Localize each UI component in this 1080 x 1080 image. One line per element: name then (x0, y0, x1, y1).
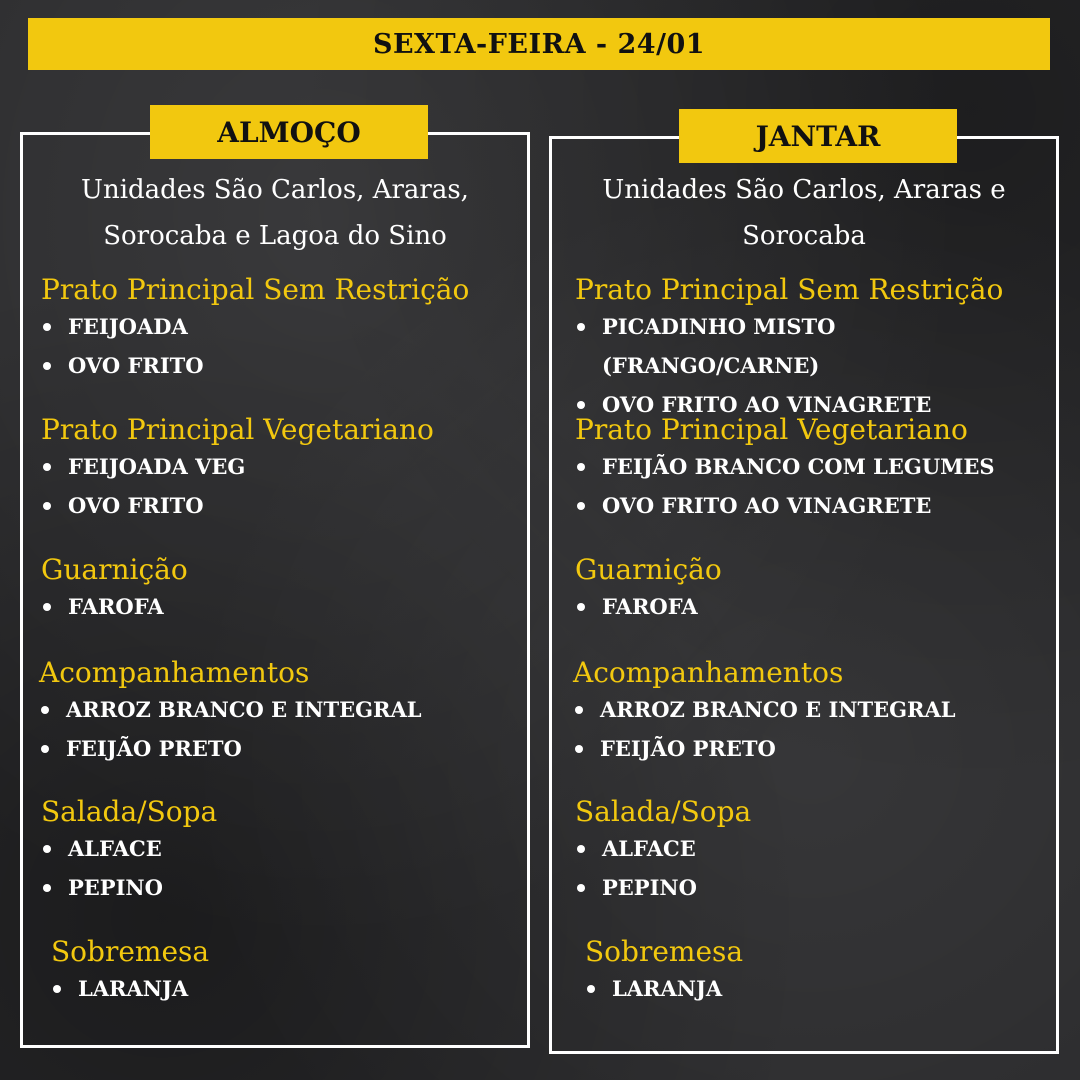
section-title: Guarnição (41, 553, 188, 586)
list-item: FEIJÃO PRETO (39, 729, 422, 768)
dinner-section-salad (575, 795, 751, 907)
list-item: OVO FRITO AO VINAGRETE (575, 385, 1003, 424)
date-banner (28, 18, 1050, 70)
section-title: Prato Principal Vegetariano (575, 413, 968, 446)
section-title: Salada/Sopa (41, 795, 218, 828)
lunch-tab-title: ALMOÇO (150, 105, 428, 159)
lunch-section-sides (39, 656, 422, 768)
list-item: OVO FRITO (41, 486, 434, 525)
date-title: SEXTA-FEIRA - 24/01 (372, 28, 706, 60)
list-item: FEIJOADA (41, 307, 469, 346)
section-title: Prato Principal Vegetariano (41, 413, 434, 446)
dinner-units (552, 167, 1056, 259)
dinner-section-sides (573, 656, 956, 768)
lunch-units-line1: Unidades São Carlos, Araras, (81, 175, 469, 205)
section-title: Acompanhamentos (39, 656, 310, 689)
list-item: ARROZ BRANCO E INTEGRAL (39, 690, 422, 729)
section-title: Prato Principal Sem Restrição (575, 273, 1004, 306)
list-item: OVO FRITO AO VINAGRETE (575, 486, 995, 525)
section-title: Guarnição (575, 553, 722, 586)
list-item: FEIJOADA VEG (41, 447, 434, 486)
list-item: FEIJÃO BRANCO COM LEGUMES (575, 447, 995, 486)
dinner-units-line1: Unidades São Carlos, Araras e (602, 175, 1006, 205)
lunch-section-veg (41, 413, 434, 525)
lunch-panel (20, 115, 530, 1048)
dinner-section-garnish (575, 553, 722, 626)
lunch-units (23, 167, 527, 259)
section-title: Sobremesa (585, 935, 744, 968)
list-item: LARANJA (585, 969, 743, 1008)
lunch-section-salad (41, 795, 217, 907)
section-title: Salada/Sopa (575, 795, 752, 828)
list-item: PICADINHO MISTO (575, 307, 1003, 346)
list-item: ALFACE (41, 829, 217, 868)
list-item: PEPINO (41, 868, 217, 907)
list-item: ALFACE (575, 829, 751, 868)
list-item-continuation: (FRANGO/CARNE) (602, 353, 820, 378)
list-item: PEPINO (575, 868, 751, 907)
dinner-panel (549, 119, 1059, 1054)
list-item: OVO FRITO (41, 346, 469, 385)
lunch-units-line2: Sorocaba e Lagoa do Sino (103, 221, 447, 251)
section-title: Prato Principal Sem Restrição (41, 273, 470, 306)
list-item: FAROFA (41, 587, 188, 626)
lunch-section-dessert (51, 935, 209, 1008)
section-title: Acompanhamentos (573, 656, 844, 689)
lunch-section-garnish (41, 553, 188, 626)
dinner-section-main (575, 273, 1003, 424)
dinner-units-line2: Sorocaba (742, 221, 866, 251)
lunch-section-main (41, 273, 469, 385)
list-item: FEIJÃO PRETO (573, 729, 956, 768)
dinner-tab-title: JANTAR (679, 109, 957, 163)
list-item: FAROFA (575, 587, 722, 626)
section-title: Sobremesa (51, 935, 210, 968)
dinner-section-dessert (585, 935, 743, 1008)
dinner-section-veg (575, 413, 995, 525)
list-item: LARANJA (51, 969, 209, 1008)
list-item: ARROZ BRANCO E INTEGRAL (573, 690, 956, 729)
